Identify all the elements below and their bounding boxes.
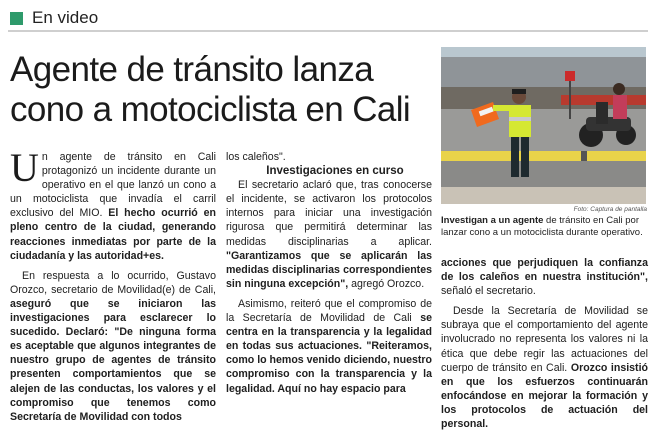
paragraph-5-bold: Orozco insistió en que los esfuerzos continuarán enfocándose en mejorar la formación y los protocolos de actuación del personal. <box>441 361 648 431</box>
photo-curb-gap <box>581 151 587 161</box>
paragraph-3-end: agregó Orozco. <box>348 277 425 290</box>
paragraph-2 <box>10 269 216 424</box>
drop-cap: U <box>10 145 39 190</box>
paragraph-4-bold: se centra en la transparencia y la legalidad en todas sus actuaciones. "Reiteramos, como lo hemos venido diciendo, nuestro compromiso con la transparencia y la legalidad. Aquí no hay espacio para <box>226 312 433 395</box>
paragraph-continued: los caleños". <box>226 151 286 163</box>
paragraph-1-text: n agente de tránsito en Cali protagonizó un incidente durante un operativo en el que lanzó un cono a un motociclista que invadía el carril exclusivo del MIO. <box>10 151 216 220</box>
photo-rider-body <box>613 95 627 119</box>
section-square-icon <box>10 12 23 25</box>
paragraph-1-bold: El hecho ocurrió en pleno centro de la ciudad, generando reacciones inmediatas por parte de la ciudadanía y las autoridad+es. <box>10 207 216 262</box>
caption-lead: Investigan a un agente <box>441 215 544 226</box>
paragraph-2-bold: aseguró que se iniciaron las investigaciones para esclarecer lo sucedido. Declaró: "De ninguna forma es aceptable que algunos integrantes de nuestro grupo de agentes de tránsito presenten comportamientos que se alejen de las conductas, los valores y el compromiso que tenemos como Secretaría de Movilidad con todos <box>10 297 216 423</box>
headline: Agente de tránsito lanza cono a motociclista en Cali <box>10 50 411 129</box>
photo-credit: Foto: Captura de pantalla <box>573 206 647 213</box>
paragraph-5-text: Desde la Secretaría de Movilidad se subraya que el comportamiento del agente involucrado no representa los valores ni la ética que debe regir las actuaciones del cuerpo de tránsito en Cali. <box>441 305 648 374</box>
article-column-1 <box>10 145 216 424</box>
section-label: En video <box>32 8 99 27</box>
paragraph-continued-2 <box>441 256 648 298</box>
photo-agent-leg <box>511 137 519 177</box>
paragraph-3-bold: "Garantizamos que se aplicarán las medidas disciplinarias correspondientes sin ninguna excepción", <box>226 249 432 290</box>
news-photo[interactable] <box>441 47 646 204</box>
paragraph-continued-end: señaló el secretario. <box>441 285 536 298</box>
paragraph-2-text: En respuesta a lo ocurrido, Gustavo Orozco, secretario de Movilidad(e) de Cali, <box>10 269 216 296</box>
photo-sidewalk <box>441 187 646 204</box>
photo-sign-post <box>569 79 571 119</box>
photo-motorbike-body <box>586 117 631 131</box>
caption-text: de tránsito en Cali por lanzar cono a un motociclista durante operativo. <box>441 215 643 238</box>
subheading: Investigaciones en curso <box>266 165 404 178</box>
paragraph-4 <box>226 297 432 396</box>
photo-rider-head <box>613 83 625 95</box>
paragraph-3-text: El secretario aclaró que, tras conocerse el incidente, se activaron los protocolos internos para iniciar una investigación rigurosa que permitirá determinar las medidas disciplinarias a aplicar. <box>226 179 432 248</box>
photo-agent-leg <box>521 137 529 177</box>
photo-agent-helmet <box>512 89 526 94</box>
photo-agent-stripe <box>509 117 531 121</box>
paragraph-5 <box>441 304 648 431</box>
photo-caption <box>441 215 648 238</box>
paragraph-3 <box>226 178 432 291</box>
section-header <box>8 6 648 32</box>
photo-agent-arm <box>493 105 511 111</box>
paragraph-1 <box>10 145 216 263</box>
photo-curb <box>441 151 646 161</box>
article-column-2 <box>226 150 432 396</box>
paragraph-4-text: Asimismo, reiteró que el compromiso de la Secretaría de Movilidad de Cali <box>226 297 432 325</box>
photo-rider-body <box>596 102 608 124</box>
photo-sign <box>565 71 575 81</box>
article-column-3 <box>441 256 648 431</box>
paragraph-continued-bold: acciones que perjudiquen la confianza de los caleños en nuestra institución", <box>441 257 648 284</box>
